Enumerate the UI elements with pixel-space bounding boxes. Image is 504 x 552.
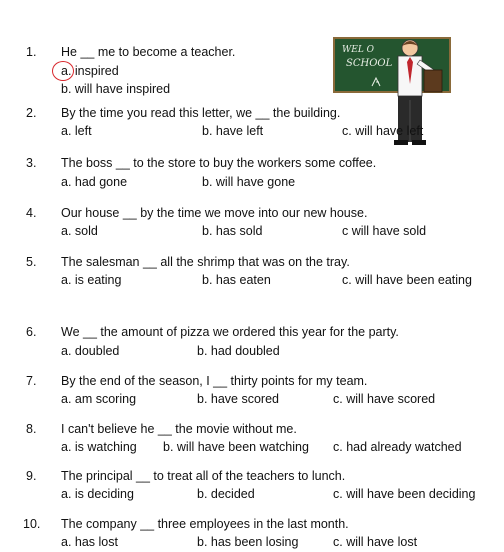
question-stem: He __ me to become a teacher.: [61, 45, 236, 59]
teacher-shoe-left: [394, 140, 408, 145]
option-b[interactable]: b. will have inspired: [61, 82, 171, 96]
option-b[interactable]: b. decided: [197, 487, 255, 501]
teacher-book: [424, 70, 442, 92]
option-a[interactable]: a. is watching: [61, 440, 137, 454]
board-text-1: WEL O: [342, 45, 375, 55]
option-c[interactable]: c. will have lost: [333, 535, 418, 549]
option-a[interactable]: a. inspired: [61, 64, 119, 78]
question-number: 8.: [26, 422, 37, 436]
question-stem: Our house __ by the time we move into our new house.: [61, 206, 368, 220]
question-number: 6.: [26, 325, 37, 339]
option-c[interactable]: c. will have scored: [333, 392, 436, 406]
option-b[interactable]: b. had doubled: [197, 344, 280, 358]
question-number: 5.: [26, 255, 37, 269]
question-stem: The boss __ to the store to buy the workers some coffee.: [61, 156, 377, 170]
board-text-2: SCHOOL: [346, 58, 393, 69]
question-number: 2.: [26, 106, 37, 120]
option-a[interactable]: a. doubled: [61, 344, 120, 358]
option-a[interactable]: a. had gone: [61, 175, 128, 189]
question-stem: By the end of the season, I __ thirty points for my team.: [61, 374, 368, 388]
option-c[interactable]: c will have sold: [342, 224, 427, 238]
question-stem: The principal __ to treat all of the teachers to lunch.: [61, 469, 346, 483]
option-c[interactable]: c. will have left: [342, 124, 424, 138]
question-number: 7.: [26, 374, 37, 388]
option-a[interactable]: a. am scoring: [61, 392, 137, 406]
option-b[interactable]: b. has eaten: [202, 273, 271, 287]
option-a[interactable]: a. is eating: [61, 273, 122, 287]
option-a[interactable]: a. sold: [61, 224, 98, 238]
question-stem: The company __ three employees in the last month.: [61, 517, 349, 531]
teacher-shoe-right: [412, 140, 426, 145]
option-c[interactable]: c. had already watched: [333, 440, 462, 454]
question-stem: The salesman __ all the shrimp that was on the tray.: [61, 255, 350, 269]
question-number: 1.: [26, 45, 37, 59]
option-b[interactable]: b. has sold: [202, 224, 263, 238]
option-b[interactable]: b. have left: [202, 124, 264, 138]
option-b[interactable]: b. has been losing: [197, 535, 299, 549]
question-stem: We __ the amount of pizza we ordered this year for the party.: [61, 325, 399, 339]
question-number: 4.: [26, 206, 37, 220]
question-number: 10.: [23, 517, 41, 531]
question-stem: I can't believe he __ the movie without me.: [61, 422, 297, 436]
option-c[interactable]: c. will have been deciding: [333, 487, 476, 501]
option-c[interactable]: c. will have been eating: [342, 273, 472, 287]
option-a[interactable]: a. has lost: [61, 535, 118, 549]
option-a[interactable]: a. left: [61, 124, 92, 138]
answer-circle-mark: [52, 61, 74, 81]
question-number: 3.: [26, 156, 37, 170]
question-stem: By the time you read this letter, we __ the building.: [61, 106, 341, 120]
option-a[interactable]: a. is deciding: [61, 487, 134, 501]
option-b[interactable]: b. will have been watching: [163, 440, 309, 454]
option-b[interactable]: b. have scored: [197, 392, 279, 406]
option-b[interactable]: b. will have gone: [202, 175, 296, 189]
question-number: 9.: [26, 469, 37, 483]
